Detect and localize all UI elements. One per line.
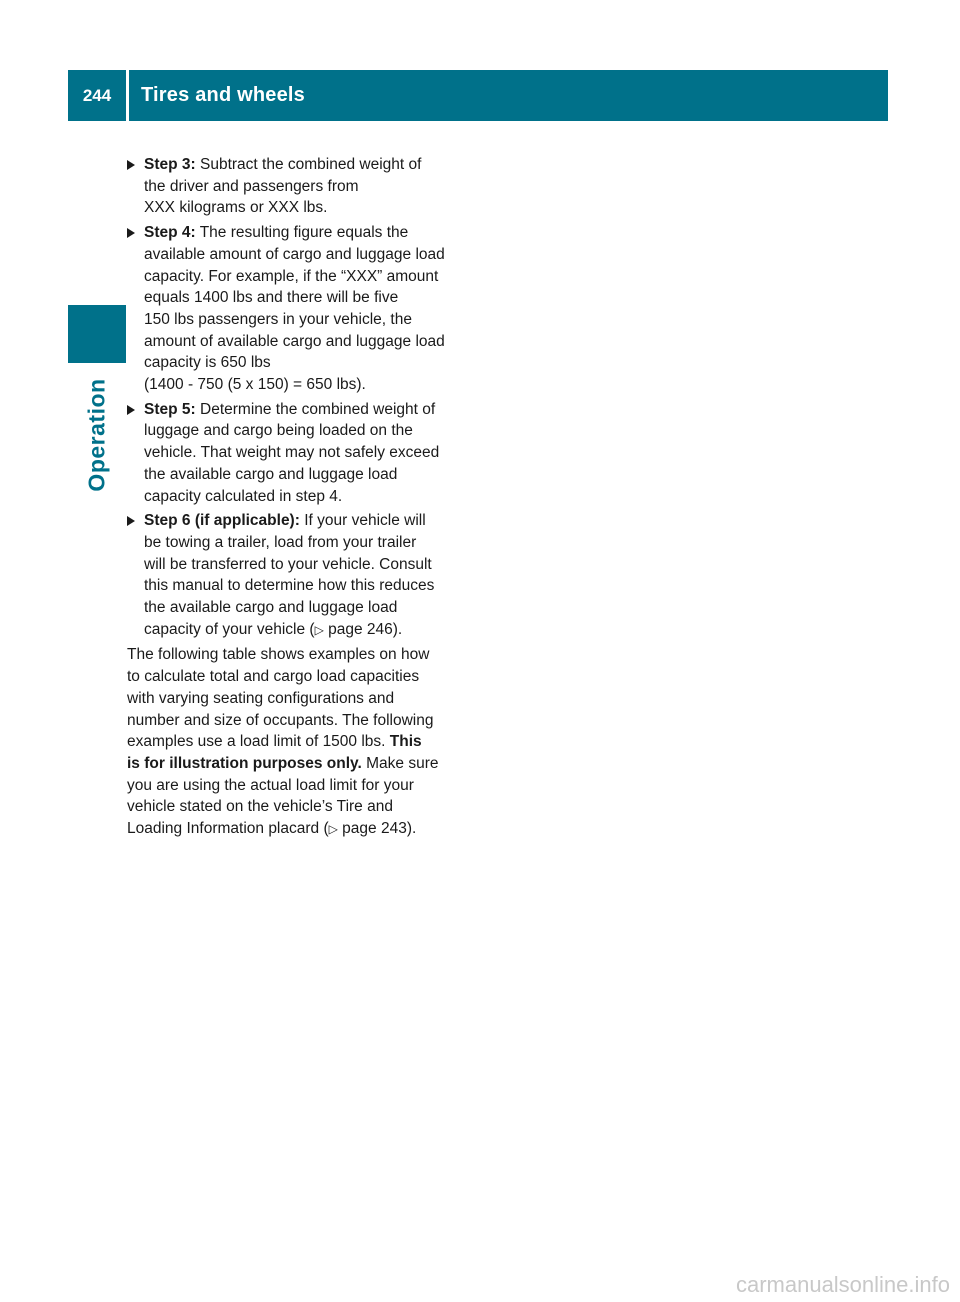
page-reference-link[interactable]: page 243). [337, 820, 417, 838]
step-5 [127, 399, 461, 508]
step-text: available amount of cargo and luggage load [144, 245, 445, 263]
step-text: The resulting figure equals the [199, 224, 409, 242]
step-text: luggage and cargo being loaded on the [144, 422, 413, 440]
side-tab-label: Operation [83, 378, 110, 492]
paragraph-emphasis: This [389, 733, 422, 751]
paragraph-text: vehicle stated on the vehicle’s Tire and [127, 798, 393, 816]
step-6 [127, 510, 461, 641]
paragraph-text: examples use a load limit of 1500 lbs. [127, 733, 390, 751]
watermark: carmanualsonline.info [735, 1272, 950, 1297]
body-paragraph [127, 644, 461, 840]
step-label: Step 3: [144, 156, 196, 173]
step-text: the available cargo and luggage load [144, 599, 398, 617]
paragraph-text: The following table shows examples on how [127, 646, 430, 664]
page-reference-link[interactable]: page 246). [323, 620, 403, 638]
page-reference-icon: ▷ [314, 622, 324, 637]
step-text: capacity. For example, if the “XXX” amount [144, 267, 439, 285]
step-text: Determine the combined weight of [200, 400, 436, 418]
step-label: Step 4: [144, 224, 196, 242]
page-header [68, 70, 888, 121]
step-arrow-icon [127, 160, 135, 170]
paragraph-emphasis: is for illustration purposes only. [127, 754, 362, 772]
step-text: capacity of your vehicle ( [144, 620, 315, 638]
step-text: (1400 - 750 (5 x 150) = 650 lbs). [144, 376, 366, 394]
step-text: vehicle. That weight may not safely exceed [144, 444, 440, 462]
paragraph-text: to calculate total and cargo load capacities [127, 668, 420, 686]
side-tab-marker [68, 305, 126, 363]
step-arrow-icon [127, 228, 135, 238]
step-text: Subtract the combined weight of [200, 156, 422, 173]
step-label: Step 5: [144, 400, 196, 418]
paragraph-text: number and size of occupants. The following [127, 711, 434, 729]
step-4 [127, 222, 461, 396]
step-text: If your vehicle will [304, 512, 426, 530]
step-text: 150 lbs passengers in your vehicle, the [144, 310, 412, 328]
step-text: XXX kilograms or XXX lbs. [144, 199, 328, 217]
step-text: the driver and passengers from [144, 177, 359, 195]
paragraph-text: you are using the actual load limit for your [127, 776, 414, 794]
step-text: this manual to determine how this reduces [144, 577, 435, 595]
paragraph-text: Make sure [361, 754, 439, 772]
step-text: the available cargo and luggage load [144, 465, 398, 483]
step-3 [127, 154, 461, 219]
step-text: equals 1400 lbs and there will be five [144, 289, 399, 307]
step-text: capacity is 650 lbs [144, 354, 271, 372]
step-arrow-icon [127, 516, 135, 526]
page-reference-icon: ▷ [328, 822, 338, 837]
step-text: be towing a trailer, load from your trailer [144, 533, 417, 551]
page-number: 244 [82, 86, 112, 105]
step-text: amount of available cargo and luggage load [144, 332, 445, 350]
section-title: Tires and wheels [141, 84, 306, 106]
paragraph-text: Loading Information placard ( [127, 820, 329, 838]
step-label: Step 6 (if applicable): [144, 512, 300, 530]
step-text: capacity calculated in step 4. [144, 487, 343, 505]
page-content [127, 154, 461, 841]
step-arrow-icon [127, 405, 135, 415]
paragraph-text: with varying seating configurations and [127, 689, 395, 707]
step-text: will be transferred to your vehicle. Consult [144, 555, 432, 573]
